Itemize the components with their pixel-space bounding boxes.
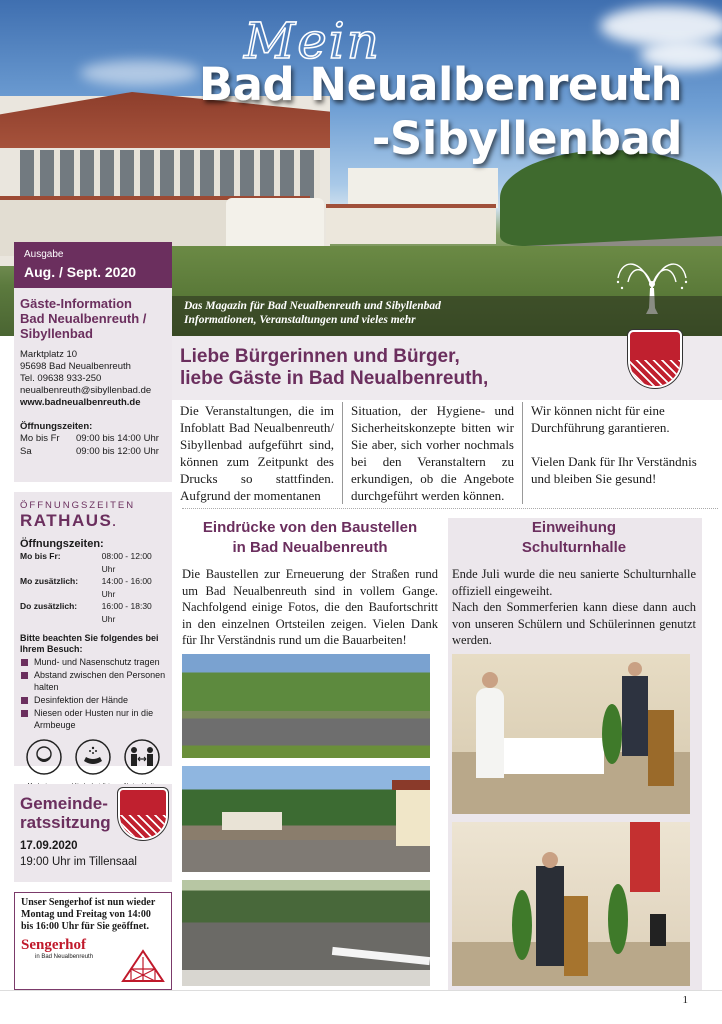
greeting-col-3-para-1: Wir können nicht für eine Durchführung garantieren. (531, 403, 670, 435)
council-meeting-box (14, 784, 172, 882)
hygiene-icons (20, 739, 166, 789)
sanitize-item (72, 739, 114, 789)
hours-time: 08:00 - 12:00 Uhr (101, 551, 152, 574)
bullet-icon (21, 710, 28, 717)
website-link[interactable]: www.badneualbenreuth.de (20, 397, 141, 408)
construction-heading-line-2: in Bad Neualbenreuth (232, 539, 388, 556)
title-line-2: -Sibyllenbad (371, 112, 682, 165)
rathaus-title-dot: . (112, 515, 118, 529)
guest-hours-row (20, 432, 166, 445)
rathaus-hours-row (20, 550, 166, 575)
rule-item (20, 669, 166, 693)
issue-label: Ausgabe (24, 249, 64, 260)
greeting-col-2: Situation, der Hygiene- und Sicherheitskonzepte bitten wir Sie aber, sich vorher nochmals bei den Veranstaltern zu erkundigen, ob die Angebote durchgeführt werden können. (342, 402, 522, 504)
coat-of-arms-icon (628, 330, 682, 388)
sengerhof-box (14, 892, 172, 990)
rathaus-hours-title: Öffnungszeiten: (20, 538, 104, 550)
construction-heading-line-1: Eindrücke von den Baustellen (202, 519, 418, 536)
sengerhof-house-icon (121, 947, 165, 983)
distance-item (121, 739, 163, 789)
hours-day: Mo zusätzlich: (20, 576, 79, 586)
sengerhof-logo-text: Sengerhof (21, 937, 86, 953)
bullet-icon (21, 672, 28, 679)
rathaus-title-text: RATHAUS (20, 511, 113, 530)
gym-heading-line-1: Einweihung (531, 519, 617, 536)
construction-photo-1 (182, 654, 430, 758)
title-line-1: Bad Neualbenreuth (198, 58, 682, 111)
rule-text: Desinfektion der Hände (34, 695, 129, 705)
gym-photo-1 (452, 654, 690, 814)
gym-photo-2 (452, 822, 690, 986)
gym-body-1: Ende Juli wurde die neu sanierte Schulturnhalle offiziell eingeweiht. (452, 567, 696, 598)
council-heading: Gemeinde-ratssitzung (20, 794, 111, 832)
tagline-line-2: Informationen, Veranstaltungen und vieles mehr (184, 314, 416, 326)
council-time: 19:00 Uhr im Tillensaal (20, 856, 137, 868)
visit-notice-title: Bitte beachten Sie folgendes bei Ihrem Besuch: (20, 633, 159, 654)
rule-text: Niesen oder Husten nur in die Armbeuge (34, 708, 154, 730)
guest-info-box (14, 288, 172, 482)
construction-body: Die Baustellen zur Erneuerung der Straßen rund um Bad Neualbenreuth sind in vollem Gange. Nachfolgend einige Fotos, die den Baufortschritt in den einzelnen Ortsteilen zeigen. Vielen Dank für Ihr Verständnis rund um die Bauarbeiten! (182, 567, 438, 647)
hours-day: Mo bis Fr: (20, 551, 61, 561)
rule-item (20, 707, 166, 731)
address-city: 95698 Bad Neualbenreuth (20, 361, 131, 372)
footer-line (0, 990, 722, 991)
council-date: 17.09.2020 (20, 840, 78, 852)
greeting-heading (180, 346, 488, 390)
page-number: 1 (682, 994, 688, 1006)
greeting-heading-line-2: liebe Gäste in Bad Neualbenreuth, (180, 368, 489, 389)
guest-hours-title: Öffnungszeiten: (20, 421, 93, 432)
greeting-col-1: Die Veranstaltungen, die im Infoblatt Bad Neualbenreuth/ Sibyllenbad aufgeführt sind, können zum Zeitpunkt des Drucks so stattfinden. Aufgrund der momentanen (180, 403, 334, 503)
hours-day: Do zusätzlich: (20, 601, 78, 611)
hours-time: 09:00 bis 12:00 Uhr (76, 446, 159, 457)
rathaus-hours-box (14, 492, 172, 766)
hours-day: Mo bis Fr (20, 433, 60, 444)
rathaus-title (20, 511, 166, 532)
construction-heading (182, 518, 438, 558)
hours-day: Sa (20, 446, 32, 457)
guest-info-heading-3: Sibyllenbad (20, 326, 93, 341)
guest-info-heading-1: Gäste-Information (20, 296, 132, 311)
sengerhof-text: Unser Sengerhof ist nun wieder Montag und Freitag von 14:00 bis 16:00 Uhr für Sie geöffnet. (21, 897, 156, 932)
address-email[interactable]: neualbenreuth@sibyllenbad.de (20, 385, 152, 396)
mask-icon (26, 739, 62, 775)
rathaus-kicker: ÖFFNUNGSZEITEN (20, 500, 136, 511)
construction-photo-3 (182, 880, 430, 986)
gym-body-2: Nach den Sommerferien kann diese dann auch von unseren Schülern und Schülerinnen genutzt werden. (452, 600, 696, 647)
mask-item (23, 739, 65, 789)
rule-item (20, 694, 166, 706)
rule-item (20, 656, 166, 668)
rule-text: Abstand zwischen den Personen halten (34, 670, 166, 692)
construction-photo-2 (182, 766, 430, 872)
rathaus-hours-row (20, 600, 166, 625)
greeting-col-3-para-2: Vielen Dank für Ihr Verständnis und bleiben Sie gesund! (531, 454, 697, 486)
construction-section (182, 518, 438, 649)
sengerhof-logo-sub: in Bad Neualbenreuth (35, 954, 94, 960)
guest-info-heading-2: Bad Neualbenreuth / (20, 311, 147, 326)
address-phone[interactable]: Tel. 09638 933-250 (20, 373, 102, 384)
gym-heading-line-2: Schulturnhalle (521, 539, 627, 556)
greeting-columns (180, 402, 720, 504)
gym-heading (452, 518, 696, 558)
guest-info-address (20, 349, 166, 409)
rule-text: Mund- und Nasenschutz tragen (34, 657, 160, 667)
bullet-icon (21, 659, 28, 666)
hours-time: 09:00 bis 14:00 Uhr (76, 433, 159, 444)
address-street: Marktplatz 10 (20, 349, 78, 360)
title-mein: Mein (244, 12, 381, 70)
issue-value: Aug. / Sept. 2020 (24, 264, 137, 280)
coat-of-arms-icon (118, 788, 168, 840)
hours-time: 16:00 - 18:30 Uhr (101, 601, 152, 624)
distance-icon (124, 739, 160, 775)
gym-section (452, 518, 696, 649)
greeting-heading-line-1: Liebe Bürgerinnen und Bürger, (180, 346, 460, 367)
issue-badge (14, 242, 172, 288)
guest-hours-row (20, 445, 166, 458)
section-divider (182, 508, 718, 509)
bullet-icon (21, 697, 28, 704)
hand-sanitize-icon (75, 739, 111, 775)
greeting-col-3 (522, 402, 712, 504)
hours-time: 14:00 - 16:00 Uhr (101, 576, 152, 599)
tagline-line-1: Das Magazin für Bad Neualbenreuth und Sibyllenbad (184, 300, 441, 312)
rathaus-hours-row (20, 575, 166, 600)
